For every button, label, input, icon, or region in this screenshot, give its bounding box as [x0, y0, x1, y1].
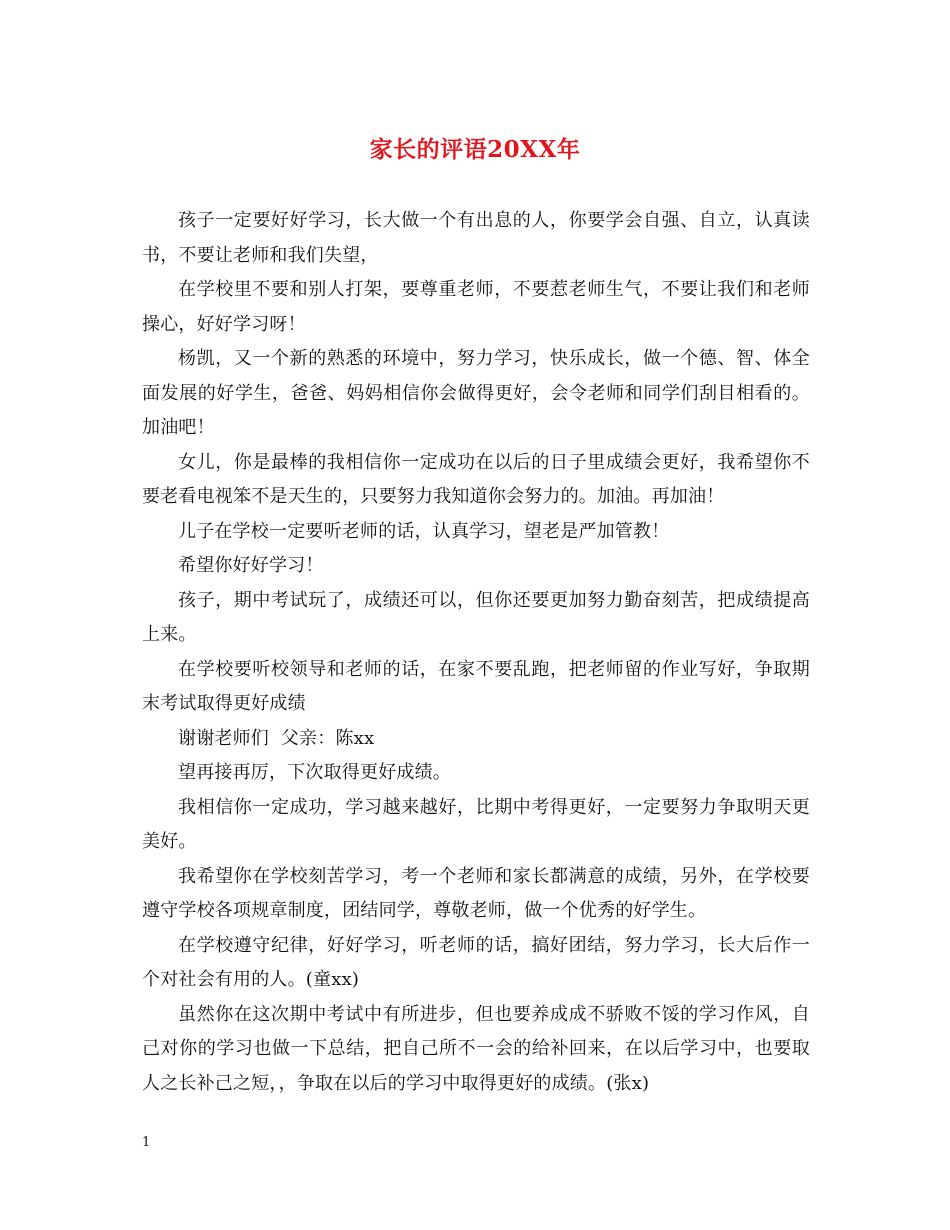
paragraph: 儿子在学校一定要听老师的话，认真学习，望老是严加管教！ [178, 520, 670, 542]
paragraph: 我相信你一定成功，学习越来越好，比期中考得更好，一定要努力争取明天更美好。 [142, 796, 810, 852]
document-body [142, 204, 810, 1101]
paragraph: 虽然你在这次期中考试中有所进步，但也要养成成不骄败不馁的学习作风，自己对你的学习也做一下总结，把自己所不一会的给补回来，在以后学习中，也要取人之长补己之短，，争取在以后的学习中取得更好的成绩。(张x) [142, 1003, 810, 1094]
paragraph: 在学校遵守纪律，好好学习，听老师的话，搞好团结，努力学习，长大后作一个对社会有用的人。(童xx) [142, 934, 810, 990]
paragraph: 在学校里不要和别人打架，要尊重老师，不要惹老师生气，不要让我们和老师操心，好好学习呀！ [142, 279, 810, 335]
paragraph: 望再接再厉，下次取得更好成绩。 [178, 762, 451, 783]
paragraph: 杨凯，又一个新的熟悉的环境中，努力学习，快乐成长，做一个德、智、体全面发展的好学生，爸爸、妈妈相信你会做得更好，会令老师和同学们刮目相看的。加油吧！ [142, 348, 810, 438]
paragraph: 孩子一定要好好学习，长大做一个有出息的人，你要学会自强、自立，认真读书，不要让老师和我们失望， [142, 210, 810, 266]
paragraph: 谢谢老师们 父亲：陈xx [178, 727, 375, 749]
document-title: 家长的评语20XX年 [369, 136, 581, 163]
paragraph: 女儿，你是最棒的我相信你一定成功在以后的日子里成绩会更好，我希望你不要老看电视笨不是天生的，只要努力我知道你会努力的。加油。再加油！ [142, 451, 810, 507]
paragraph: 我希望你在学校刻苦学习，考一个老师和家长都满意的成绩，另外，在学校要遵守学校各项规章制度，团结同学，尊敬老师，做一个优秀的好学生。 [142, 865, 810, 921]
paragraph: 希望你好好学习！ [178, 555, 324, 576]
paragraph: 在学校要听校领导和老师的话，在家不要乱跑，把老师留的作业写好，争取期末考试取得更好成绩 [142, 658, 810, 714]
paragraph: 孩子，期中考试玩了，成绩还可以，但你还要更加努力勤奋刻苦，把成绩提高上来。 [142, 589, 810, 645]
page-number: 1 [142, 1135, 151, 1150]
